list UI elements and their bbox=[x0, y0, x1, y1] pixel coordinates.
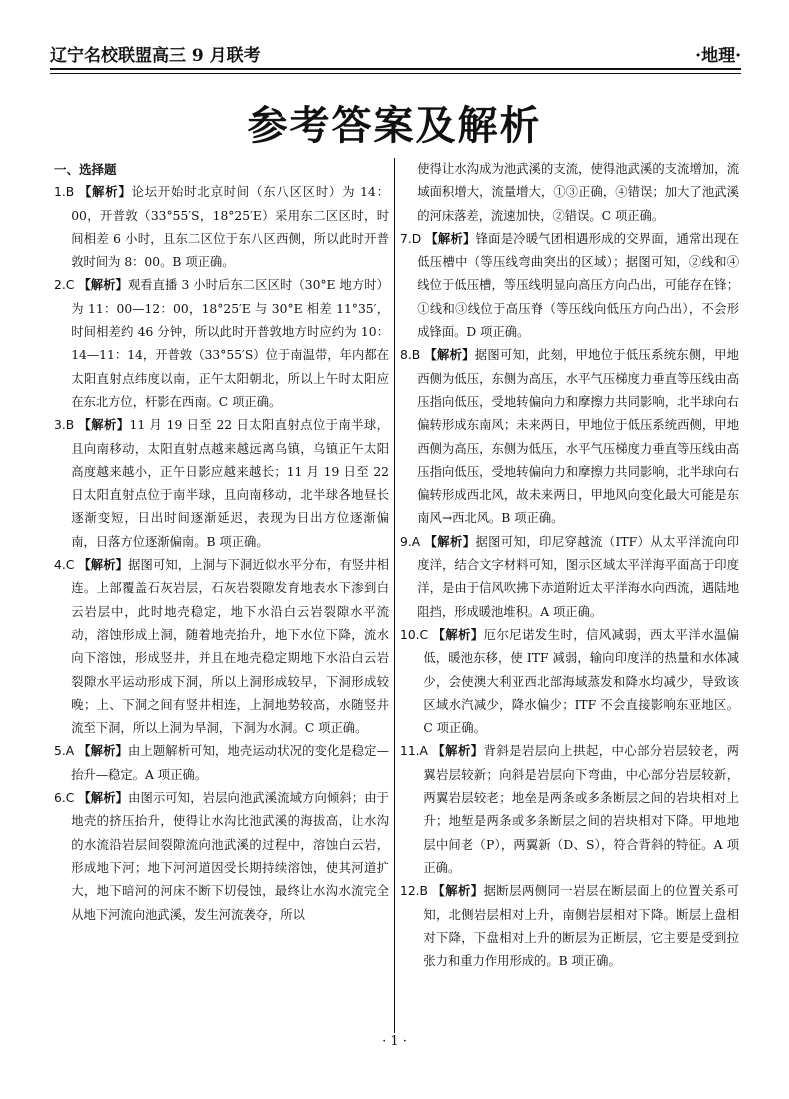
answer-item: 10.C 【解析】厄尔尼诺发生时，信风减弱，西太平洋水温偏低，暖池东移，使 ITF 减弱，输向印度洋的热量和水体减少，会使澳大利亚西北部海域蒸发和降水均减少，导致该区域水汽减少，降水偏少；ITF 不会直接影响东亚地区。C 项正确。 bbox=[400, 627, 739, 736]
page-number: · 1 · bbox=[382, 1034, 407, 1049]
answer-item: 9.A 【解析】据图可知，印尼穿越流（ITF）从太平洋流向印度洋，结合文字材料可知，图示区域太平洋海平面高于印度洋，是由于信风吹拂下赤道附近太平洋海水向西流，遇陆地阻挡，形成暖池堆积。A 项正确。 bbox=[400, 534, 739, 619]
exam-name: 辽宁名校联盟高三 9 月联考 bbox=[50, 46, 261, 66]
answer-item: 8.B 【解析】据图可知，此刻，甲地位于低压系统东侧，甲地西侧为低压，东侧为高压，水平气压梯度力垂直等压线由高压指向低压，受地转偏向力和摩擦力共同影响，北半球向右偏转形成东南风；未来两日，甲地位于低压系统西侧，甲地西侧为高压，东侧为低压，水平气压梯度力垂直等压线由高压指向低压，受地转偏向力和摩擦力共同影响，北半球向右偏转形成西北风，故未来两日，甲地风向变化最大可能是东南风→西北风。B 项正确。 bbox=[400, 348, 739, 526]
answer-item: 6.C 【解析】由图示可知，岩层向池武溪流域方向倾斜；由于地壳的挤压抬升，使得让水沟比池武溪的海拔高，让水沟的水流沿岩层间裂隙流向池武溪的过程中，溶蚀白云岩，形成地下河；地下河河道因受长期持续溶蚀，使其河道扩大，地下暗河的河床不断下切侵蚀，最终让水沟水流完全从地下河流向池武溪，发生河流袭夺，所以 bbox=[54, 791, 389, 922]
answer-item: 4.C 【解析】据图可知，上洞与下洞近似水平分布，有竖井相连。上部覆盖石灰岩层，石灰岩裂隙发育地表水下渗到白云岩层中，此时地壳稳定，地下水沿白云岩裂隙水平流动，溶蚀形成上洞，随着地壳抬升，地下水位下降，流水向下溶蚀，形成竖井，并且在地壳稳定期地下水沿白云岩裂隙水平运动形成下洞，所以上洞形成较早，下洞形成较晚；上、下洞之间有竖井相连，上洞地势较高，水随竖井流至下洞，所以上洞为旱洞，下洞为水洞。C 项正确。 bbox=[54, 558, 389, 736]
section-heading: 一、选择题 bbox=[54, 162, 117, 177]
column-divider bbox=[394, 158, 395, 1033]
header-rule-thin bbox=[50, 73, 741, 74]
left-column bbox=[54, 158, 389, 927]
answer-item: 2.C 【解析】观看直播 3 小时后东二区区时（30°E 地方时）为 11：00—12：00，18°25′E 与 30°E 相差 11°35′，时间相差约 46 分钟，所以此时开普敦地方时应约为 10：14—11：14，开普敦（33°55′S）位于南温带，年内都在太阳直射点纬度以南，正午太阳朝北，所以上午时太阳应在东北方位，杆影在西南。C 项正确。 bbox=[54, 278, 389, 409]
answer-item: 12.B 【解析】据断层两侧同一岩层在断层面上的位置关系可知，北侧岩层相对上升，南侧岩层相对下降。断层上盘相对下降，下盘相对上升的断层为正断层，它主要是受到拉张力和重力作用形成的。B 项正确。 bbox=[400, 884, 739, 969]
page-title: 参考答案及解析 bbox=[247, 103, 542, 149]
answer-item-continued: 使得让水沟成为池武溪的支流，使得池武溪的支流增加，流域面积增大，流量增大，①③正确，④错误；加大了池武溪的河床落差，流速加快，②错误。C 项正确。 bbox=[417, 162, 739, 223]
answer-item: 5.A 【解析】由上题解析可知，地壳运动状况的变化是稳定—抬升—稳定。A 项正确。 bbox=[54, 744, 389, 782]
answer-item: 1.B 【解析】论坛开始时北京时间（东八区区时）为 14：00，开普敦（33°55′S，18°25′E）采用东二区区时，时间相差 6 小时，且东二区位于东八区西侧，所以此时开普敦时间为 8：00。B 项正确。 bbox=[54, 185, 389, 270]
answer-item: 11.A 【解析】背斜是岩层向上拱起，中心部分岩层较老，两翼岩层较新；向斜是岩层向下弯曲，中心部分岩层较新，两翼岩层较老；地垒是两条或多条断层之间的岩块相对上升；地堑是两条或多条断层之间的岩块相对下降。甲地地层中间老（P），两翼新（D、S），符合背斜的特征。A 项正确。 bbox=[400, 744, 739, 875]
right-column bbox=[400, 158, 739, 973]
answer-item: 3.B 【解析】11 月 19 日至 22 日太阳直射点位于南半球，且向南移动，太阳直射点越来越远离乌镇，乌镇正午太阳高度越来越小，正午日影应越来越长；11 月 19 日至 22 日太阳直射点位于南半球，且向南移动，北半球各地昼长逐渐变短，日出时间逐渐延迟，表现为日出方位逐渐偏南，日落方位逐渐偏南。B 项正确。 bbox=[54, 418, 389, 549]
header-rule-thick bbox=[50, 68, 741, 70]
answer-item: 7.D 【解析】锋面是冷暖气团相遇形成的交界面，通常出现在低压槽中（等压线弯曲突出的区域）；据图可知，②线和④线位于低压槽，等压线明显向高压方向凸出，可能存在锋；①线和③线位于高压脊（等压线向低压方向凸出），不会形成锋面。D 项正确。 bbox=[400, 231, 739, 340]
page-header bbox=[50, 30, 741, 66]
subject-label: ·地理· bbox=[695, 46, 741, 66]
